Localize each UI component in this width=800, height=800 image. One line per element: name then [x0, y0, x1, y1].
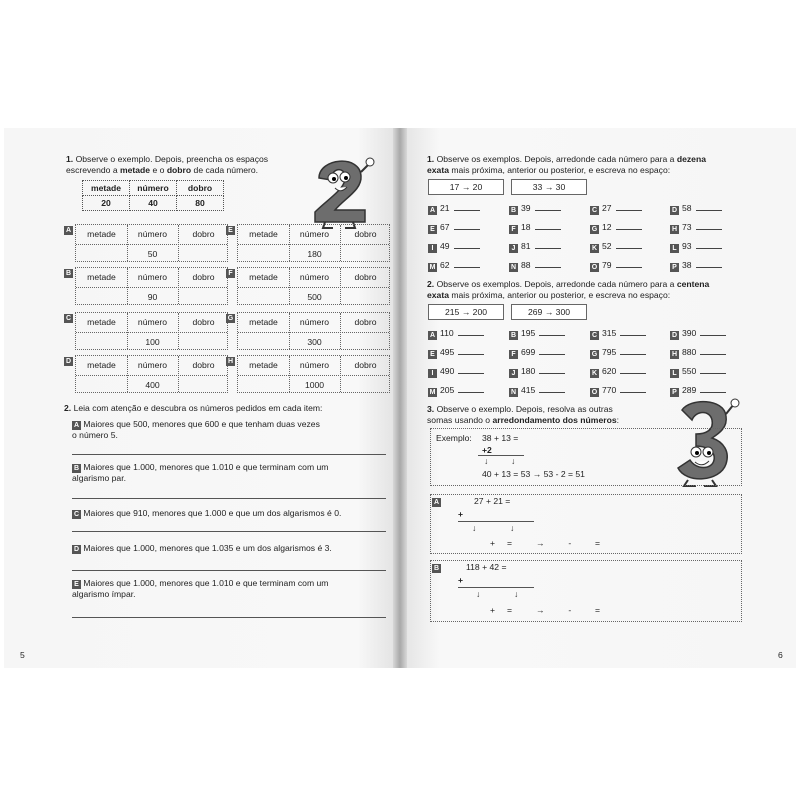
item-letter-badge: N: [510, 389, 517, 396]
item-letter-badge: C: [591, 332, 598, 339]
box-number: 500: [307, 292, 322, 302]
sum-line: [458, 587, 534, 588]
sum-line: [458, 521, 534, 522]
q3-example-box: [430, 428, 742, 486]
rounding-item: [670, 240, 722, 253]
answer-blank[interactable]: [616, 240, 642, 249]
box-letter-badge: C: [65, 315, 72, 322]
answer-blank[interactable]: [696, 259, 722, 268]
item-value: 770: [602, 385, 617, 395]
item-letter-badge: F: [509, 350, 518, 359]
answer-blank[interactable]: [616, 259, 642, 268]
book-gutter: [393, 128, 407, 668]
rounding-item: [590, 346, 646, 359]
arrow-down-icon: ↓: [484, 456, 489, 466]
answer-blank[interactable]: [616, 202, 642, 211]
box-number: 1000: [304, 380, 325, 390]
box-header: número: [137, 317, 168, 327]
item-letter-badge: K: [591, 370, 598, 377]
box-number: 100: [145, 337, 160, 347]
item-letter-badge: G: [591, 351, 598, 358]
rounding-item: [428, 346, 484, 359]
box-header: metade: [87, 317, 116, 327]
item-value: 880: [682, 347, 697, 357]
box-header: número: [137, 360, 168, 370]
answer-blank[interactable]: [696, 240, 722, 249]
metade-dobro-box-g: [237, 312, 390, 350]
arrow-down-icon: ↓: [511, 456, 516, 466]
item-value: 81: [521, 241, 531, 251]
box-header: número: [137, 272, 168, 282]
rounding-item: [590, 327, 646, 340]
answer-blank[interactable]: [620, 327, 646, 336]
item-letter-badge: E: [428, 350, 437, 359]
rounding-item: [670, 259, 722, 272]
answer-blank[interactable]: [535, 240, 561, 249]
rounding-item: [428, 327, 484, 340]
example-value: 80: [177, 196, 224, 211]
box-header: dobro: [354, 229, 377, 239]
left-q2-text: 2. Leia com atenção e descubra os números pedidos em cada item:: [64, 403, 323, 413]
box-number: 50: [147, 249, 158, 259]
answer-blank[interactable]: [535, 202, 561, 211]
rounding-item: [509, 240, 561, 253]
rounding-item: [509, 365, 565, 378]
item-letter-badge: D: [671, 207, 678, 214]
rounding-item: [670, 365, 726, 378]
box-header: número: [299, 272, 330, 282]
item-letter-badge: N: [510, 264, 517, 271]
rounding-item: [509, 384, 565, 397]
item-letter-badge: G: [591, 226, 598, 233]
box-header: dobro: [192, 272, 215, 282]
rounding-item: [670, 346, 726, 359]
example-line1: 38 + 13 =: [482, 433, 519, 443]
metade-dobro-box-e: [237, 224, 390, 262]
rounding-item: [590, 365, 646, 378]
rounding-item: [428, 221, 480, 234]
item-value: 49: [440, 241, 450, 251]
item-letter-badge: A: [429, 332, 436, 339]
item-letter-badge: I: [428, 244, 437, 253]
arrow-down-icon: ↓: [472, 523, 477, 533]
item-letter-badge: K: [591, 245, 598, 252]
item-letter-badge: M: [429, 264, 436, 271]
rounding-item: [509, 327, 565, 340]
rounding-item: [428, 202, 480, 215]
box-header: dobro: [354, 272, 377, 282]
answer-blank[interactable]: [620, 365, 646, 374]
box-letter-badge: D: [65, 358, 72, 365]
mascot-number-two: [305, 148, 375, 230]
answer-blank[interactable]: [458, 327, 484, 336]
box-number: 180: [307, 249, 322, 259]
answer-blank[interactable]: [535, 259, 561, 268]
right-q1-text: 1. Observe os exemplos. Depois, arredonde cada número para a dezena exata mais próxima, anterior ou posterior, e escreva no espaço:: [427, 154, 706, 175]
item-letter-badge: O: [591, 389, 598, 396]
rounding-item: [509, 221, 561, 234]
box-header: dobro: [354, 317, 377, 327]
rounding-item: [670, 202, 722, 215]
rounding-item: [670, 221, 722, 234]
item-letter-badge: P: [670, 388, 679, 397]
plus-sign: +: [458, 575, 464, 585]
rounding-item: [670, 327, 726, 340]
box-header: dobro: [192, 229, 215, 239]
rounding-item: [428, 240, 480, 253]
item-value: 52: [602, 241, 612, 251]
item-letter-badge: C: [73, 511, 80, 518]
arrow-down-icon: ↓: [510, 523, 515, 533]
item-letter-badge: E: [72, 580, 81, 589]
box-b-line1: 118 + 42 =: [466, 562, 507, 572]
rounding-item: [509, 202, 561, 215]
item-value: 110: [440, 328, 454, 338]
item-letter-badge: J: [509, 369, 518, 378]
rounding-item: [590, 384, 646, 397]
plus-sign: +: [458, 509, 464, 519]
item-value: 390: [682, 328, 697, 338]
box-header: metade: [249, 229, 278, 239]
item-letter-badge: D: [671, 332, 678, 339]
box-header: metade: [249, 272, 278, 282]
item-value: 21: [440, 203, 450, 213]
rounding-item: [428, 384, 484, 397]
metade-dobro-box-f: [237, 267, 390, 305]
answer-blank[interactable]: [620, 384, 646, 393]
box-header: número: [299, 360, 330, 370]
box-header: número: [299, 229, 330, 239]
answer-blank[interactable]: [620, 346, 646, 355]
item-value: 62: [440, 260, 450, 270]
answer-blank[interactable]: [458, 346, 484, 355]
item-value: 315: [602, 328, 617, 338]
answer-blank[interactable]: [535, 221, 561, 230]
item-value: 67: [440, 222, 450, 232]
left-q1-text: 1. Observe o exemplo. Depois, preencha os espaços escrevendo a metade e o dobro de cada número.: [66, 154, 269, 175]
rounding-example: 269 → 300: [511, 304, 587, 320]
q2-item-b: B Maiores que 1.000, menores que 1.010 e que terminam com um algarismo par.: [72, 462, 329, 483]
answer-blank[interactable]: [696, 221, 722, 230]
arrow-down-icon: ↓: [514, 589, 519, 599]
item-letter-badge: H: [671, 226, 678, 233]
example-header: número: [130, 181, 177, 196]
q2-item-e: E Maiores que 1.000, menores que 1.010 e que terminam com um algarismo ímpar.: [72, 578, 329, 599]
box-number: 400: [145, 380, 160, 390]
item-letter-badge: F: [509, 225, 518, 234]
left-q1-example-table: [82, 180, 224, 211]
rounding-item: [590, 259, 642, 272]
rounding-example: 33 → 30: [511, 179, 587, 195]
item-value: 58: [682, 203, 692, 213]
arrow-down-icon: ↓: [476, 589, 481, 599]
right-q2-text: 2. Observe os exemplos. Depois, arredonde cada número para a centena exata mais próxima, anterior ou posterior, e escreva no espaço:: [427, 279, 710, 300]
box-header: dobro: [354, 360, 377, 370]
answer-blank[interactable]: [700, 327, 726, 336]
example-line3: 40 + 13 = 53 → 53 - 2 = 51: [482, 469, 585, 479]
item-value: 699: [521, 347, 536, 357]
box-number: 90: [147, 292, 158, 302]
box-header: metade: [87, 360, 116, 370]
box-number: 300: [307, 337, 322, 347]
answer-blank[interactable]: [539, 365, 565, 374]
item-value: 205: [440, 385, 455, 395]
example-header: dobro: [177, 181, 224, 196]
box-header: metade: [87, 272, 116, 282]
answer-blank[interactable]: [458, 365, 484, 374]
box-b-line3: + = → - =: [490, 605, 601, 615]
answer-line[interactable]: [72, 570, 386, 571]
item-value: 180: [521, 366, 536, 376]
rounding-item: [428, 365, 484, 378]
item-letter-badge: A: [73, 422, 80, 429]
rounding-item: [590, 202, 642, 215]
box-header: número: [299, 317, 330, 327]
item-letter-badge: B: [510, 207, 517, 214]
item-value: 39: [521, 203, 531, 213]
rounding-item: [428, 259, 480, 272]
item-letter-badge: H: [671, 351, 678, 358]
metade-dobro-box-h: [237, 355, 390, 393]
metade-dobro-box-c: [75, 312, 228, 350]
answer-blank[interactable]: [454, 202, 480, 211]
answer-blank[interactable]: [700, 365, 726, 374]
q2-item-c: C Maiores que 910, menores que 1.000 e que um dos algarismos é 0.: [73, 508, 342, 518]
rounding-item: [590, 221, 642, 234]
box-header: metade: [249, 360, 278, 370]
answer-blank[interactable]: [458, 384, 484, 393]
answer-blank[interactable]: [454, 221, 480, 230]
answer-blank[interactable]: [539, 384, 565, 393]
box-a-line3: + = → - =: [490, 538, 601, 548]
box-header: dobro: [192, 317, 215, 327]
item-letter-badge: P: [670, 263, 679, 272]
box-letter-badge: F: [226, 269, 235, 278]
rounding-item: [590, 240, 642, 253]
item-value: 490: [440, 366, 455, 376]
item-value: 88: [521, 260, 531, 270]
answer-blank[interactable]: [539, 346, 565, 355]
item-letter-badge: M: [429, 389, 436, 396]
item-letter-badge: L: [670, 369, 679, 378]
example-header: metade: [83, 181, 130, 196]
item-value: 550: [682, 366, 697, 376]
answer-blank[interactable]: [700, 346, 726, 355]
item-letter-badge: L: [670, 244, 679, 253]
item-letter-badge: J: [509, 244, 518, 253]
page-number-left: 5: [20, 650, 25, 660]
answer-line[interactable]: [72, 617, 386, 618]
box-letter-badge: A: [65, 227, 72, 234]
box-letter-badge: E: [226, 226, 235, 235]
example-value: 20: [83, 196, 130, 211]
item-value: 38: [682, 260, 692, 270]
box-header: metade: [249, 317, 278, 327]
example-value: 40: [130, 196, 177, 211]
item-letter-badge: O: [591, 264, 598, 271]
item-value: 620: [602, 366, 617, 376]
box-a-line1: 27 + 21 =: [474, 496, 511, 506]
box-header: metade: [87, 229, 116, 239]
answer-blank[interactable]: [700, 384, 726, 393]
q2-item-d: D Maiores que 1.000, menores que 1.035 e um dos algarismos é 3.: [73, 543, 332, 553]
answer-blank[interactable]: [696, 202, 722, 211]
box-letter-badge: B: [65, 270, 72, 277]
item-value: 79: [602, 260, 612, 270]
box-header: dobro: [192, 360, 215, 370]
rounding-example: 17 → 20: [428, 179, 504, 195]
item-letter-badge: I: [428, 369, 437, 378]
rounding-item: [509, 259, 561, 272]
item-value: 73: [682, 222, 692, 232]
metade-dobro-box-d: [75, 355, 228, 393]
item-letter-badge: A: [433, 499, 440, 506]
item-letter-badge: E: [428, 225, 437, 234]
item-value: 289: [682, 385, 697, 395]
item-value: 415: [521, 385, 536, 395]
answer-line[interactable]: [72, 454, 386, 455]
box-letter-badge: H: [227, 358, 234, 365]
item-letter-badge: A: [429, 207, 436, 214]
metade-dobro-box-a: [75, 224, 228, 262]
answer-blank[interactable]: [616, 221, 642, 230]
answer-blank[interactable]: [454, 259, 480, 268]
item-value: 93: [682, 241, 692, 251]
rounding-example: 215 → 200: [428, 304, 504, 320]
item-value: 27: [602, 203, 612, 213]
item-value: 495: [440, 347, 455, 357]
answer-line[interactable]: [72, 531, 386, 532]
metade-dobro-box-b: [75, 267, 228, 305]
example-label: Exemplo:: [436, 433, 472, 443]
box-letter-badge: G: [227, 315, 234, 322]
item-value: 795: [602, 347, 617, 357]
item-letter-badge: C: [591, 207, 598, 214]
item-letter-badge: B: [510, 332, 517, 339]
right-q3-text: 3. Observe o exemplo. Depois, resolva as outras somas usando o arredondamento dos números:: [427, 404, 619, 425]
item-letter-badge: D: [73, 546, 80, 553]
item-letter-badge: B: [433, 565, 440, 572]
rounding-item: [509, 346, 565, 359]
answer-blank[interactable]: [454, 240, 480, 249]
item-value: 18: [521, 222, 531, 232]
answer-blank[interactable]: [539, 327, 565, 336]
item-value: 12: [602, 222, 612, 232]
q2-item-a: A Maiores que 500, menores que 600 e que tenham duas vezes o número 5.: [72, 419, 320, 440]
item-letter-badge: B: [73, 465, 80, 472]
box-header: número: [137, 229, 168, 239]
page-number-right: 6: [778, 650, 783, 660]
example-line2: +2: [482, 445, 492, 455]
answer-line[interactable]: [72, 498, 386, 499]
item-value: 195: [521, 328, 536, 338]
